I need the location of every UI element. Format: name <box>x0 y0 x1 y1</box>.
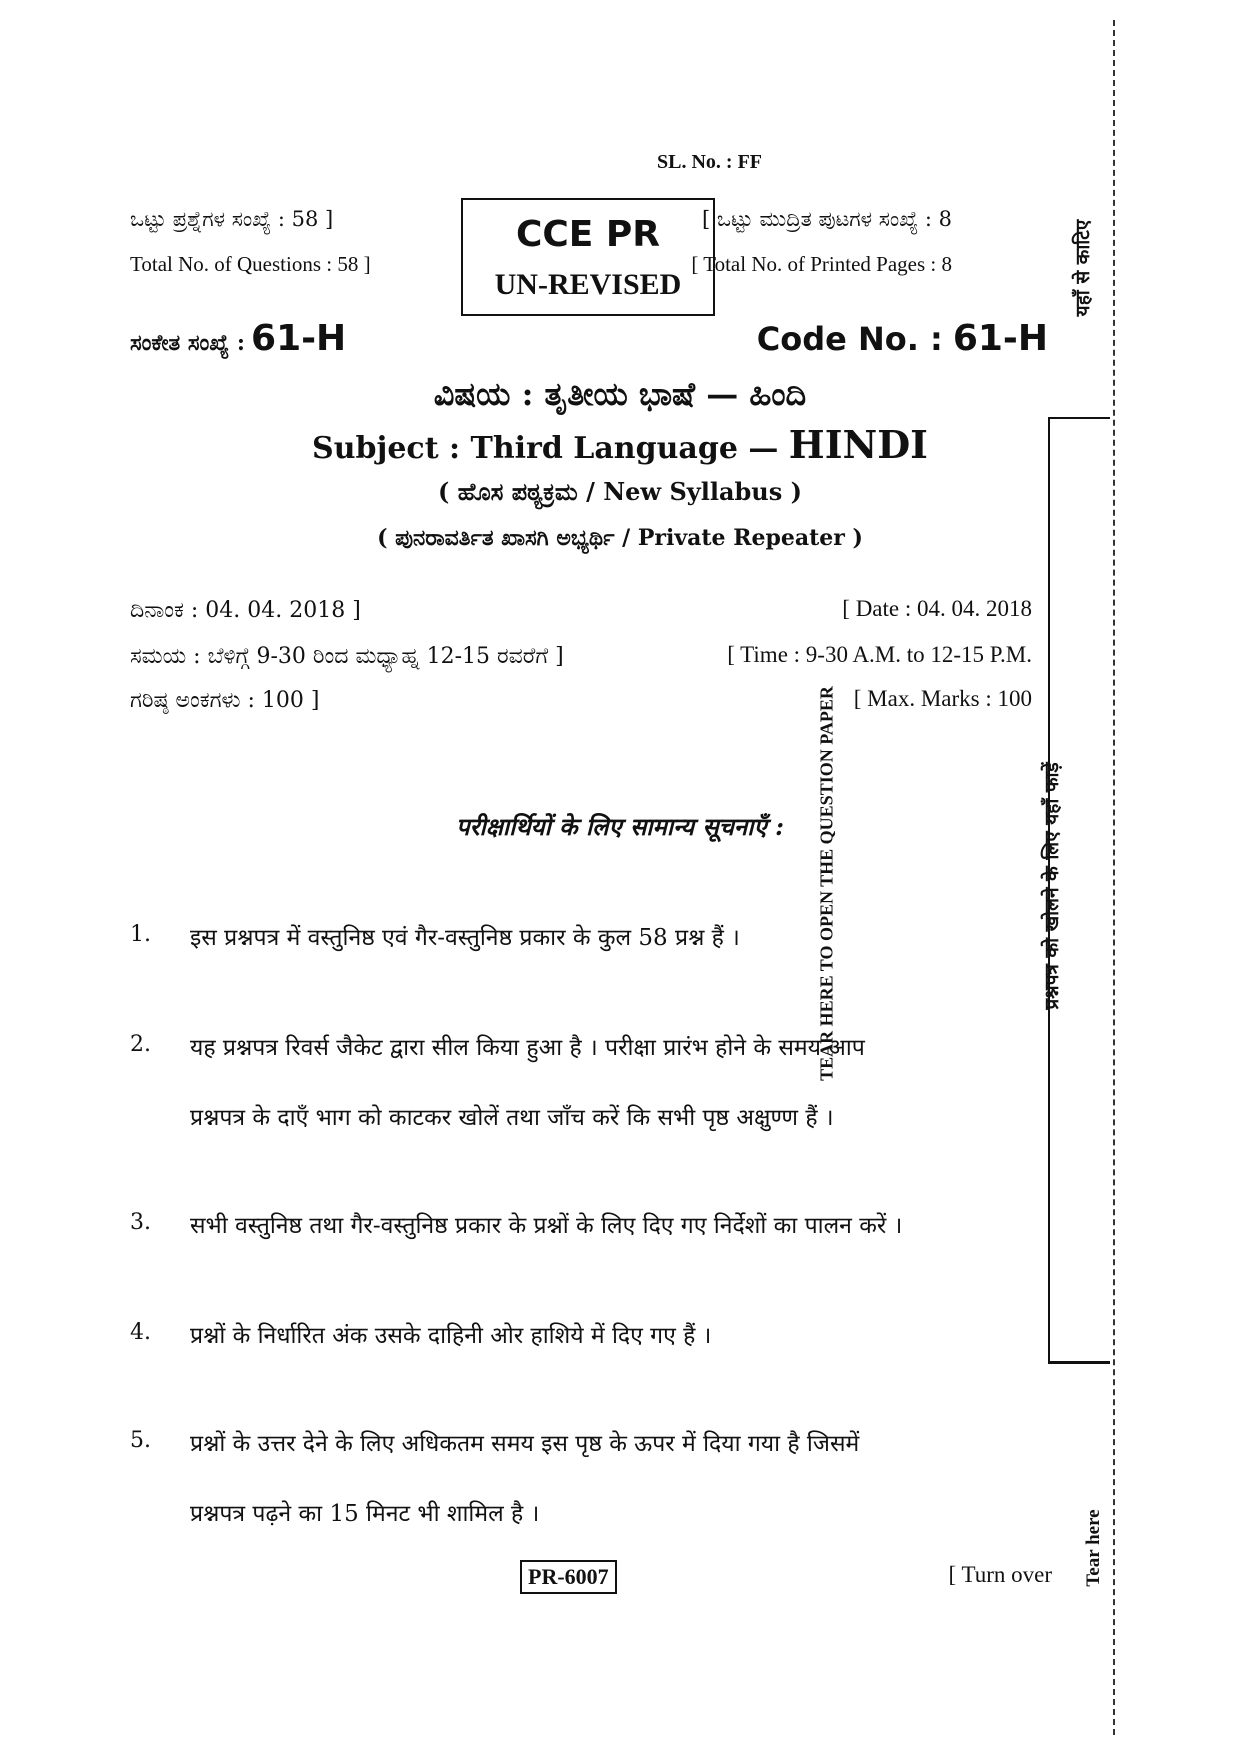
code-label-english: Code No. : <box>756 320 943 358</box>
paper-code-box: PR-6007 <box>520 1560 617 1594</box>
turn-over-label: [ Turn over <box>948 1562 1052 1587</box>
tear-here-hindi-label: प्रश्नपत्र को खोलने के लिए यहाँ फाड़ें <box>1041 762 1063 1010</box>
candidate-type-label: ( ಪುನರಾವರ್ತಿತ ಖಾಸಗಿ ಅಭ್ಯರ್ಥಿ / Private Repeater ) <box>377 525 863 551</box>
subject-kannada: ವಿಷಯ : ತೃತೀಯ ಭಾಷೆ — ಹಿಂದಿ <box>433 375 807 413</box>
cce-box-title: CCE PR <box>515 214 661 255</box>
total-questions-kannada: ಒಟ್ಟು ಪ್ರಶ್ನೆಗಳ ಸಂಖ್ಯೆ : 58 ] <box>130 207 334 231</box>
code-value-kannada: 61-H <box>251 318 347 359</box>
tear-dashed-line <box>1113 20 1115 1735</box>
tear-here-label: Tear here <box>1083 1509 1104 1587</box>
code-number-kannada <box>130 318 346 359</box>
marks-english: [ Max. Marks : 100 <box>853 686 1032 711</box>
code-label-kannada: ಸಂಕೇತ ಸಂಖ್ಯೆ : <box>130 330 246 356</box>
code-number-english <box>757 318 1048 359</box>
total-pages-english: [ Total No. of Printed Pages : 8 <box>691 252 952 276</box>
code-value-english: 61-H <box>952 318 1048 359</box>
total-questions-english: Total No. of Questions : 58 ] <box>130 252 371 276</box>
syllabus-label: ( ಹೊಸ ಪಠ್ಯಕ್ರಮ / New Syllabus ) <box>438 477 802 506</box>
cut-here-hindi-label: यहाँ से काटिए <box>1072 219 1094 317</box>
time-english: [ Time : 9-30 A.M. to 12-15 P.M. <box>727 642 1032 667</box>
total-pages-kannada: [ ಒಟ್ಟು ಮುದ್ರಿತ ಪುಟಗಳ ಸಂಖ್ಯೆ : 8 <box>701 207 952 231</box>
cce-pr-box <box>461 198 715 316</box>
instruction-text: इस प्रश्नपत्र में वस्तुनिष्ठ एवं गैर-वस्तुनिष्ठ प्रकार के कुल 58 प्रश्न हैं । <box>190 925 740 951</box>
instruction-text-continued: प्रश्नपत्र पढ़ने का 15 मिनट भी शामिल है । <box>190 1501 540 1527</box>
tear-here-english-label: TEAR HERE TO OPEN THE QUESTION PAPER <box>816 686 837 1081</box>
instruction-number: 5. <box>130 1428 151 1453</box>
subject-english-main: HINDI <box>788 422 928 467</box>
serial-number: SL. No. : FF <box>657 151 762 173</box>
instruction-text: यह प्रश्नपत्र रिवर्स जैकेट द्वारा सील किया हुआ है । परीक्षा प्रारंभ होने के समय आप <box>190 1035 865 1061</box>
subject-english-prefix: Subject : Third Language — <box>312 431 789 466</box>
instruction-text: प्रश्नों के निर्धारित अंक उसके दाहिनी ओर हाशिये में दिए गए हैं । <box>190 1323 712 1349</box>
date-kannada: ದಿನಾಂಕ : 04. 04. 2018 ] <box>130 598 361 623</box>
instruction-text: सभी वस्तुनिष्ठ तथा गैर-वस्तुनिष्ठ प्रकार के प्रश्नों के लिए दिए गए निर्देशों का पालन करें । <box>190 1213 903 1239</box>
marks-kannada: ಗರಿಷ್ಠ ಅಂಕಗಳು : 100 ] <box>130 688 320 713</box>
instructions-heading: परीक्षार्थियों के लिए सामान्य सूचनाएँ : <box>456 812 784 841</box>
time-kannada: ಸಮಯ : ಬೆಳಿಗ್ಗೆ 9-30 ರಿಂದ ಮಧ್ಯಾಹ್ನ 12-15 ರವರೆಗೆ ] <box>130 644 564 669</box>
instruction-number: 1. <box>130 922 151 947</box>
cce-box-subtitle: UN-REVISED <box>494 268 682 301</box>
instruction-text: प्रश्नों के उत्तर देने के लिए अधिकतम समय इस पृष्ठ के ऊपर में दिया गया है जिसमें <box>190 1431 860 1457</box>
instruction-number: 3. <box>130 1210 151 1235</box>
instruction-number: 2. <box>130 1032 151 1057</box>
instruction-number: 4. <box>130 1320 151 1345</box>
instruction-text-continued: प्रश्नपत्र के दाएँ भाग को काटकर खोलें तथा जाँच करें कि सभी पृष्ठ अक्षुण्ण हैं । <box>190 1105 834 1131</box>
date-english: [ Date : 04. 04. 2018 <box>842 596 1032 621</box>
